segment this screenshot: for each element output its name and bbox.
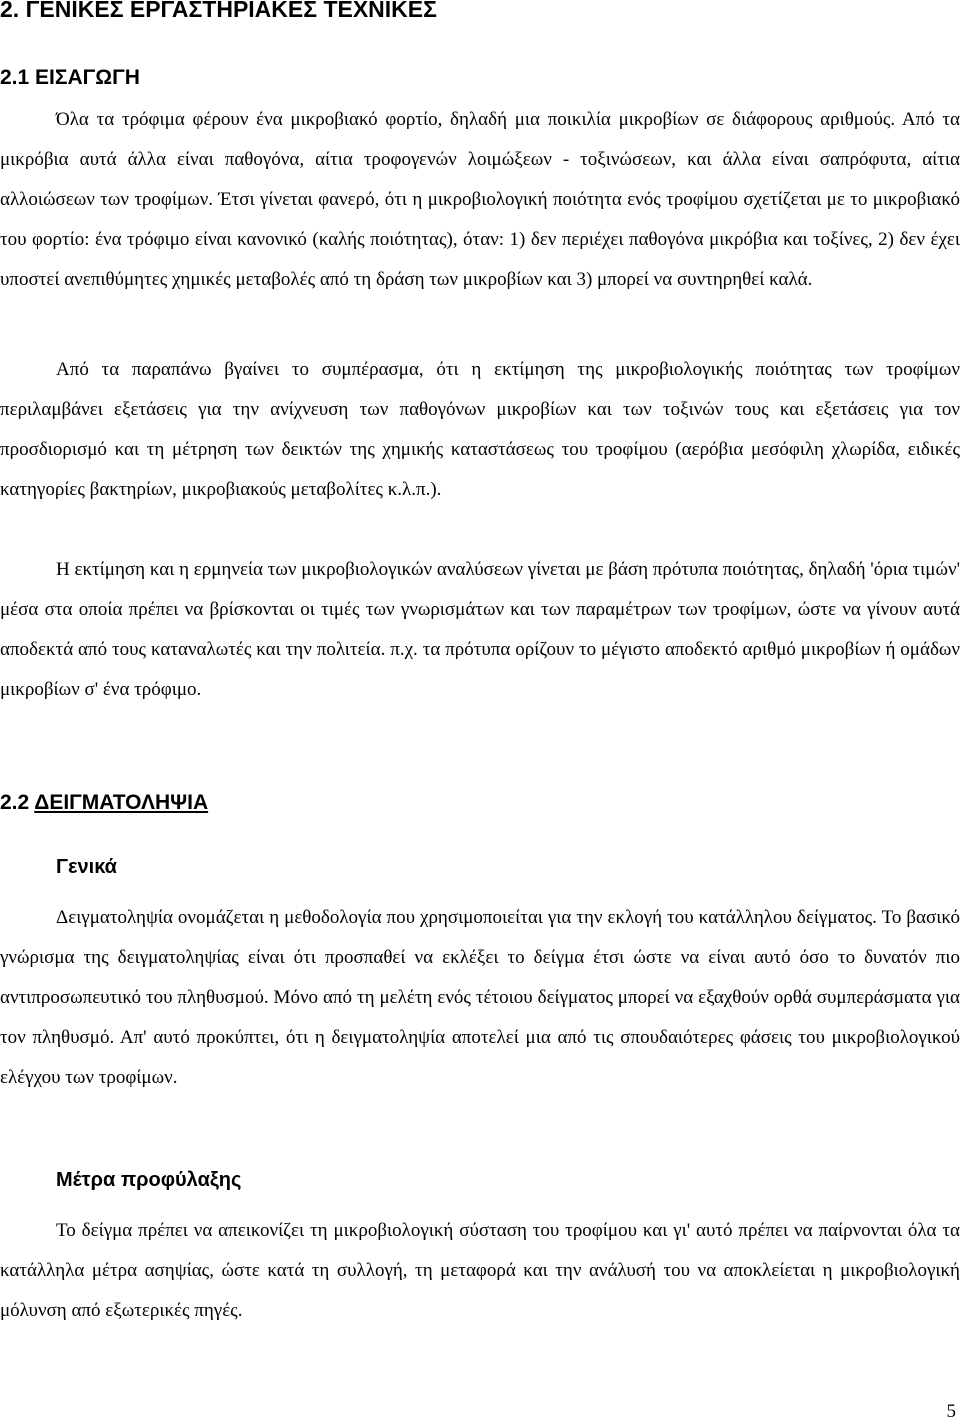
sampling-heading-text: ΔΕΙΓΜΑΤΟΛΗΨΙΑ — [34, 791, 209, 814]
chapter-heading: 2. ΓΕΝΙΚΕΣ ΕΡΓΑΣΤΗΡΙΑΚΕΣ ΤΕΧΝΙΚΕΣ — [0, 0, 437, 22]
intro-paragraph-2: Από τα παραπάνω βγαίνει το συμπέρασμα, ότι η εκτίμηση της μικροβιολογικής ποιότητας των τροφίμων περιλαμβάνει εξετάσεις για την ανίχνευση των παθογόνων μικροβίων και των τοξινών τους και εξετάσεις για τον προσδιορισμό και τη μέτρηση των δεικτών της χημικής καταστάσεως του τροφίμου (αερόβια μεσόφιλη χλωρίδα, ειδικές κατηγορίες βακτηρίων, μικροβιακούς μεταβολίτες κ.λ.π.). — [0, 359, 960, 500]
intro-heading: 2.1 ΕΙΣΑΓΩΓΗ — [0, 66, 140, 89]
general-subheading: Γενικά — [56, 856, 117, 878]
sampling-heading — [0, 789, 208, 817]
precautions-paragraph: Το δείγμα πρέπει να απεικονίζει τη μικροβιολογική σύσταση του τροφίμου και γι' αυτό πρέπει να παίρνονται όλα τα κατάλληλα μέτρα ασηψίας, ώστε κατά τη συλλογή, τη μεταφορά και την ανάλυσή του να αποκλείεται η μικροβιολογική μόλυνση από εξωτερικές πηγές. — [0, 1220, 960, 1321]
page-number: 5 — [946, 1401, 956, 1422]
precautions-subheading: Μέτρα προφύλαξης — [56, 1169, 242, 1191]
general-paragraph: Δειγματοληψία ονομάζεται η μεθοδολογία που χρησιμοποιείται για την εκλογή του κατάλληλου δείγματος. Το βασικό γνώρισμα της δειγματοληψίας είναι ότι προσπαθεί να εκλέξει το δείγμα έτσι ώστε να είναι αυτό όσο το δυνατόν πιο αντιπροσωπευτικό του πληθυσμού. Μόνο από τη μελέτη ενός τέτοιου δείγματος μπορεί να εξαχθούν ορθά συμπεράσματα για τον πληθυσμό. Απ' αυτό προκύπτει, ότι η δειγματοληψία αποτελεί μια από τις σπουδαιότερες φάσεις του μικροβιολογικού ελέγχου των τροφίμων. — [0, 907, 960, 1088]
intro-paragraph-1: Όλα τα τρόφιμα φέρουν ένα μικροβιακό φορτίο, δηλαδή μια ποικιλία μικροβίων σε διάφορους αριθμούς. Από τα μικρόβια αυτά άλλα είναι παθογόνα, αίτια τροφογενών λοιμώξεων - τοξινώσεων, και άλλα είναι σαπρόφυτα, αίτια αλλοιώσεων των τροφίμων. Έτσι γίνεται φανερό, ότι η μικροβιολογική ποιότητα ενός τροφίμου σχετίζεται με το μικροβιακό του φορτίο: ένα τρόφιμο είναι κανονικό (καλής ποιότητας), όταν: 1) δεν περιέχει παθογόνα μικρόβια και τοξίνες, 2) δεν έχει υποστεί ανεπιθύμητες χημικές μεταβολές από τη δράση των μικροβίων και 3) μπορεί να συντηρηθεί καλά. — [0, 109, 960, 290]
sampling-heading-number: 2.2 — [0, 791, 35, 814]
intro-paragraph-3: Η εκτίμηση και η ερμηνεία των μικροβιολογικών αναλύσεων γίνεται με βάση πρότυπα ποιότητας, δηλαδή 'όρια τιμών' μέσα στα οποία πρέπει να βρίσκονται οι τιμές των γνωρισμάτων και των παραμέτρων των τροφίμων, ώστε να γίνουν αυτά αποδεκτά από τους καταναλωτές και την πολιτεία. π.χ. τα πρότυπα ορίζουν το μέγιστο αποδεκτό αριθμό μικροβίων ή ομάδων μικροβίων σ' ένα τρόφιμο. — [0, 559, 960, 700]
